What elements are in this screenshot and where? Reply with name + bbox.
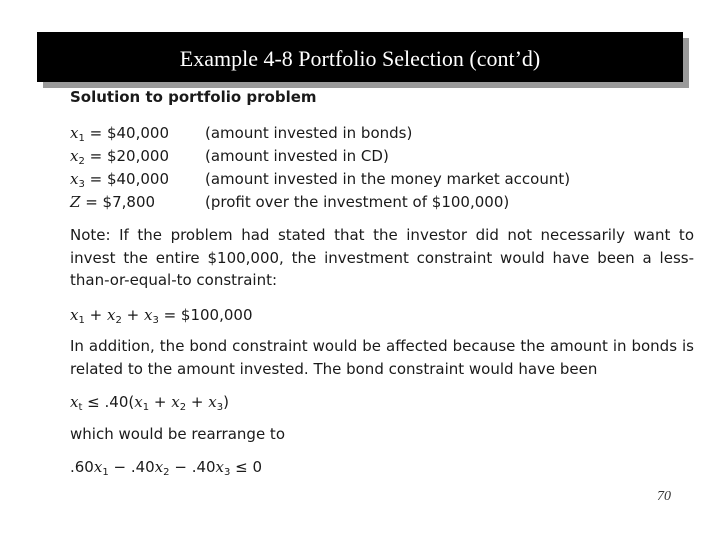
- solution-desc: (amount invested in the money market account): [205, 170, 571, 188]
- solution-lhs: Z = $7,800: [70, 193, 156, 211]
- bond-paragraph: In addition, the bond constraint would be affected because the amount in bonds is related to the amount invested. The bond constraint would have been: [70, 337, 694, 378]
- solution-row-x2: [70, 147, 700, 170]
- solution-lhs: $x_1$ = $40,000: [70, 124, 169, 144]
- solution-row-x1: [70, 124, 700, 147]
- slide-title: Example 4-8 Portfolio Selection (cont’d): [179, 46, 541, 71]
- rearrange-text: which would be rearrange to: [70, 425, 285, 443]
- solution-lhs: $x_2$ = $20,000: [70, 147, 169, 167]
- solution-row-x3: [70, 170, 700, 193]
- rearranged-equation: $.60x_1 - .40x_2 - .40x_3 \le 0$: [70, 458, 263, 478]
- solution-row-z: [70, 193, 700, 216]
- page-number: 70: [657, 489, 671, 504]
- solution-desc: (amount invested in bonds): [205, 124, 413, 142]
- solution-desc: (amount invested in CD): [205, 147, 389, 165]
- solution-heading: Solution to portfolio problem: [70, 88, 317, 106]
- bond-constraint-equation: $x_t \le .40(x_1 + x_2 + x_3)$: [70, 393, 229, 413]
- solution-desc: (profit over the investment of $100,000): [205, 193, 510, 211]
- solution-lhs: $x_3$ = $40,000: [70, 170, 169, 190]
- investment-constraint-equation: $x_1 + x_2 + x_3$ = $100,000: [70, 306, 253, 326]
- note-paragraph: Note: If the problem had stated that the investor did not necessarily want to invest the entire $100,000, the investment constraint would have been a less-than-or-equal-to constraint:: [70, 226, 694, 289]
